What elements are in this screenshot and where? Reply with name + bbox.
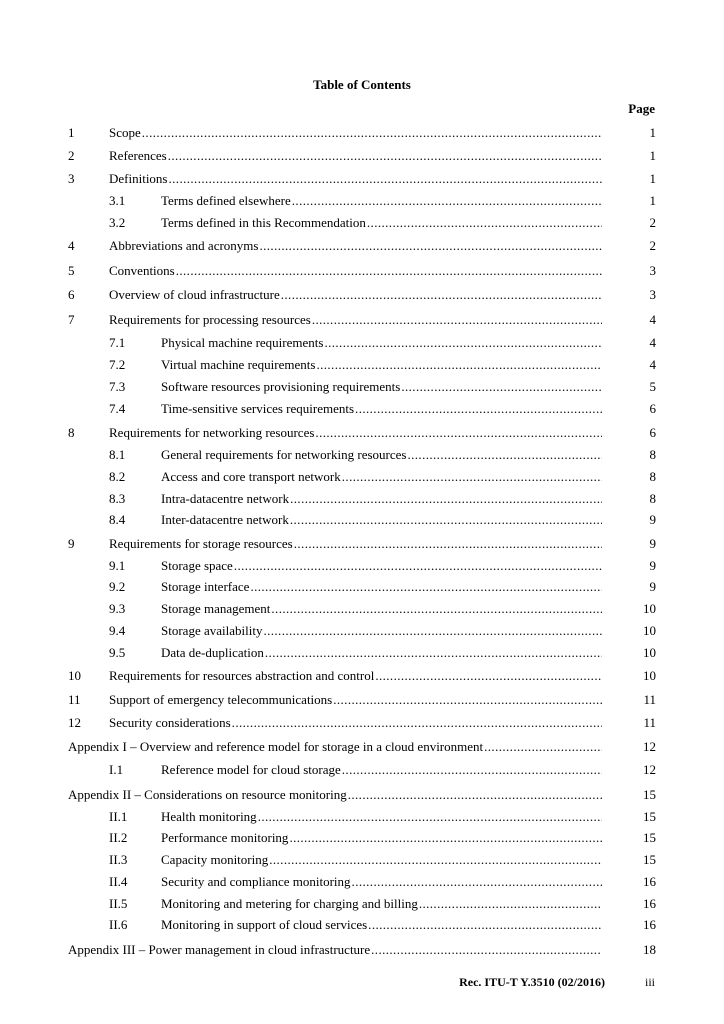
toc-entry-leader <box>161 644 602 662</box>
toc-entry[interactable] <box>68 356 656 374</box>
toc-entry-leader <box>161 622 602 640</box>
toc-entry[interactable] <box>68 535 656 553</box>
toc-entry-leader <box>161 916 602 934</box>
toc-entry-page: 2 <box>649 215 656 230</box>
page-footer <box>0 975 724 993</box>
toc-entry-page: 3 <box>649 287 656 302</box>
toc-entry-page: 16 <box>643 874 656 889</box>
toc-entry[interactable] <box>68 916 656 934</box>
toc-entry[interactable] <box>68 124 656 142</box>
toc-entry-number: 9.2 <box>109 579 126 594</box>
toc-entry-page: 18 <box>643 942 656 957</box>
toc-entry-page: 11 <box>643 715 656 730</box>
toc-entry-title: Reference model for cloud storage <box>161 762 341 777</box>
toc-entry-leader <box>161 446 602 464</box>
toc-entry-page: 8 <box>649 447 656 462</box>
toc-entry-page: 1 <box>649 171 656 186</box>
footer-page-number: iii <box>644 975 655 989</box>
toc-entry-title: Scope <box>109 125 141 140</box>
toc-entry-title: Overview of cloud infrastructure <box>109 287 280 302</box>
toc-entry-title: Monitoring and metering for charging and billing <box>161 896 418 911</box>
toc-entry-number: 8.1 <box>109 447 126 462</box>
toc-entry-leader <box>109 262 602 280</box>
toc-entry-page: 12 <box>643 739 656 754</box>
toc-entry-number: 6 <box>68 287 75 302</box>
toc-entry-page: 10 <box>643 601 656 616</box>
toc-entry-page: 8 <box>649 469 656 484</box>
toc-entry-leader <box>161 468 602 486</box>
toc-entry-page: 10 <box>643 623 656 638</box>
toc-entry-number: 1 <box>68 125 75 140</box>
toc-entry-leader <box>68 786 602 804</box>
toc-entry-title: Software resources provisioning requirements <box>161 379 401 394</box>
toc-entry-leader <box>161 356 602 374</box>
toc-entry[interactable] <box>68 714 656 732</box>
toc-entry-title: Capacity monitoring <box>161 852 269 867</box>
toc-entry-title: Time-sensitive services requirements <box>161 401 355 416</box>
toc-entry-number: 8.4 <box>109 512 126 527</box>
toc-entry-leader <box>109 667 602 685</box>
toc-entry-leader <box>161 334 602 352</box>
toc-entry[interactable] <box>68 851 656 869</box>
toc-entry-number: 2 <box>68 148 75 163</box>
toc-entry-number: 7 <box>68 312 75 327</box>
toc-entry-title: Appendix II – Considerations on resource monitoring <box>68 787 347 802</box>
toc-entry-leader <box>161 557 602 575</box>
toc-entry-number: 4 <box>68 238 75 253</box>
toc-entry-leader <box>109 147 602 165</box>
toc-entry[interactable] <box>68 286 656 304</box>
toc-entry-leader <box>161 400 602 418</box>
toc-entry-number: II.4 <box>109 874 128 889</box>
toc-entry-number: 8.2 <box>109 469 126 484</box>
toc-entry-leader <box>109 714 602 732</box>
toc-entry[interactable] <box>68 622 656 640</box>
toc-entry[interactable] <box>68 311 656 329</box>
toc-entry-title: Storage space <box>161 558 233 573</box>
toc-entry-title: Storage management <box>161 601 271 616</box>
toc-entry[interactable] <box>68 644 656 662</box>
toc-entry-page: 15 <box>643 830 656 845</box>
toc-entry-page: 12 <box>643 762 656 777</box>
toc-entry-number: 9.1 <box>109 558 126 573</box>
toc-entry-page: 11 <box>643 692 656 707</box>
toc-entry-number: 9 <box>68 536 75 551</box>
toc-entry-title: Requirements for storage resources <box>109 536 293 551</box>
toc-entry-page: 15 <box>643 852 656 867</box>
toc-entry-title: Requirements for resources abstraction and control <box>109 668 375 683</box>
toc-entry-number: II.6 <box>109 917 128 932</box>
toc-entry[interactable] <box>68 262 656 280</box>
toc-entry-number: 7.4 <box>109 401 126 416</box>
toc-entry-page: 6 <box>649 401 656 416</box>
toc-entry-number: 3.1 <box>109 193 126 208</box>
toc-entry-page: 1 <box>649 193 656 208</box>
toc-entry-leader <box>161 490 602 508</box>
toc-entry-leader <box>109 691 602 709</box>
toc-entry-page: 2 <box>649 238 656 253</box>
toc-entry[interactable] <box>68 400 656 418</box>
toc-entry-leader <box>161 214 602 232</box>
toc-entry-leader <box>161 895 602 913</box>
toc-entry-page: 9 <box>649 579 656 594</box>
toc-entry-title: Appendix III – Power management in cloud infrastructure <box>68 942 371 957</box>
toc-entry[interactable] <box>68 578 656 596</box>
toc-entry-leader <box>109 237 602 255</box>
toc-entry-title: Security and compliance monitoring <box>161 874 351 889</box>
page-column-label: Page <box>628 101 655 116</box>
toc-entry-leader <box>161 378 602 396</box>
toc-entry[interactable] <box>68 378 656 396</box>
toc-entry-title: Terms defined elsewhere <box>161 193 291 208</box>
toc-entry-number: 3.2 <box>109 215 126 230</box>
toc-entry-page: 3 <box>649 263 656 278</box>
toc-entry-leader <box>109 124 602 142</box>
toc-entry-page: 8 <box>649 491 656 506</box>
toc-entry-number: 10 <box>68 668 81 683</box>
toc-entry[interactable] <box>68 192 656 210</box>
toc-entry[interactable] <box>68 761 656 779</box>
toc-entry[interactable] <box>68 170 656 188</box>
toc-entry-leader <box>161 873 602 891</box>
toc-entry-title: Health monitoring <box>161 809 257 824</box>
toc-entry-number: 5 <box>68 263 75 278</box>
toc-entry-page: 5 <box>649 379 656 394</box>
toc-entry-title: Intra-datacentre network <box>161 491 290 506</box>
toc-entry-page: 1 <box>649 125 656 140</box>
toc-entry[interactable] <box>68 895 656 913</box>
toc-entry-number: 3 <box>68 171 75 186</box>
toc-entry[interactable] <box>68 667 656 685</box>
toc-entry-title: Terms defined in this Recommendation <box>161 215 366 230</box>
toc-entry-number: 8 <box>68 425 75 440</box>
toc-entry-leader <box>109 424 602 442</box>
toc-entry-page: 10 <box>643 645 656 660</box>
toc-entry-title: Requirements for networking resources <box>109 425 315 440</box>
toc-entry[interactable] <box>68 691 656 709</box>
toc-entry-title: Data de-duplication <box>161 645 264 660</box>
toc-entry-page: 16 <box>643 896 656 911</box>
toc-entry-title: Requirements for processing resources <box>109 312 311 327</box>
toc-entry-title: Appendix I – Overview and reference model for storage in a cloud environment <box>68 739 484 754</box>
toc-entry[interactable] <box>68 829 656 847</box>
toc-entry-title: Monitoring in support of cloud services <box>161 917 368 932</box>
toc-entry-leader <box>161 578 602 596</box>
toc-entry-page: 9 <box>649 512 656 527</box>
toc-entry-title: General requirements for networking resources <box>161 447 407 462</box>
toc-entry-number: II.1 <box>109 809 128 824</box>
toc-entry-page: 1 <box>649 148 656 163</box>
toc-entry-title: Physical machine requirements <box>161 335 324 350</box>
toc-entry-leader <box>68 941 602 959</box>
toc-entry[interactable] <box>68 490 656 508</box>
toc-entry-number: 8.3 <box>109 491 126 506</box>
toc-entry-leader <box>109 311 602 329</box>
toc-entry-leader <box>109 170 602 188</box>
toc-entry-title: Performance monitoring <box>161 830 289 845</box>
toc-entry-leader <box>161 851 602 869</box>
toc-entry[interactable] <box>68 147 656 165</box>
toc-entry-number: 9.4 <box>109 623 126 638</box>
toc-entry-page: 10 <box>643 668 656 683</box>
toc-entry[interactable] <box>68 557 656 575</box>
footer-recommendation: Rec. ITU-T Y.3510 (02/2016) <box>459 975 605 989</box>
toc-entry-title: Inter-datacentre network <box>161 512 289 527</box>
toc-entry-leader <box>161 761 602 779</box>
toc-entry[interactable] <box>68 334 656 352</box>
toc-entry-page: 6 <box>649 425 656 440</box>
toc-entry[interactable] <box>68 468 656 486</box>
toc-entry-title: Conventions <box>109 263 175 278</box>
toc-entry-number: 7.1 <box>109 335 126 350</box>
toc-entry-leader <box>109 535 602 553</box>
toc-entry[interactable] <box>68 511 656 529</box>
toc-entry-leader <box>68 738 602 756</box>
toc-entry[interactable] <box>68 214 656 232</box>
toc-entry[interactable] <box>68 786 656 804</box>
toc-entry-number: 7.3 <box>109 379 126 394</box>
toc-entry-leader <box>161 511 602 529</box>
toc-entry-page: 4 <box>649 335 656 350</box>
toc-entry-number: 12 <box>68 715 81 730</box>
toc-entry-page: 15 <box>643 787 656 802</box>
toc-entry[interactable] <box>68 600 656 618</box>
toc-entry[interactable] <box>68 808 656 826</box>
toc-entry-number: II.3 <box>109 852 128 867</box>
toc-entry-page: 15 <box>643 809 656 824</box>
toc-entry[interactable] <box>68 446 656 464</box>
toc-entry-title: Storage interface <box>161 579 250 594</box>
toc-entry-number: II.5 <box>109 896 128 911</box>
toc-entry-title: Abbreviations and acronyms <box>109 238 259 253</box>
toc-entry-number: 11 <box>68 692 81 707</box>
toc-entry[interactable] <box>68 738 656 756</box>
toc-entry-leader <box>161 192 602 210</box>
toc-entry-leader <box>161 829 602 847</box>
toc-entry-title: Security considerations <box>109 715 231 730</box>
toc-entry-number: 7.2 <box>109 357 126 372</box>
toc-entry-page: 9 <box>649 558 656 573</box>
toc-entry-number: II.2 <box>109 830 128 845</box>
toc-entry-leader <box>161 600 602 618</box>
toc-entry-page: 4 <box>649 357 656 372</box>
toc-entry-page: 9 <box>649 536 656 551</box>
toc-entry-title: Virtual machine requirements <box>161 357 316 372</box>
toc-entry-page: 4 <box>649 312 656 327</box>
toc-entry[interactable] <box>68 237 656 255</box>
toc-entry[interactable] <box>68 873 656 891</box>
toc-entry-title: References <box>109 148 167 163</box>
toc-entry-page: 16 <box>643 917 656 932</box>
toc-entry-title: Support of emergency telecommunications <box>109 692 333 707</box>
toc-entry-title: Access and core transport network <box>161 469 341 484</box>
toc-heading: Table of Contents <box>313 77 411 92</box>
toc-entry[interactable] <box>68 941 656 959</box>
toc-entry[interactable] <box>68 424 656 442</box>
toc-entry-number: I.1 <box>109 762 124 777</box>
toc-entry-leader <box>109 286 602 304</box>
toc-entry-title: Storage availability <box>161 623 263 638</box>
toc-entry-number: 9.5 <box>109 645 126 660</box>
toc-entry-leader <box>161 808 602 826</box>
toc-entry-title: Definitions <box>109 171 168 186</box>
toc-entry-number: 9.3 <box>109 601 126 616</box>
